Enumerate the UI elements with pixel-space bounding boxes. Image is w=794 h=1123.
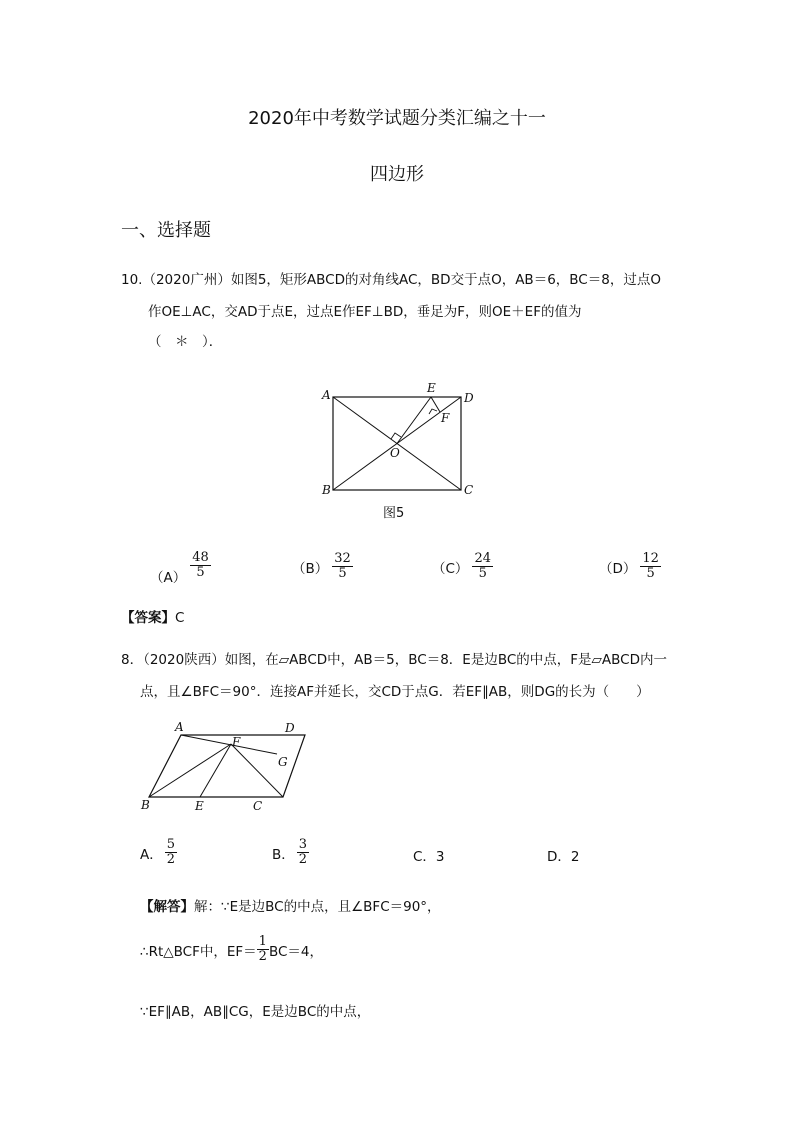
label-e: E xyxy=(427,381,436,395)
q2-solution-frac-den: 2 xyxy=(258,949,267,964)
q2-option-d: D．2 xyxy=(547,849,580,865)
q2-solution-tag: 【解答】 xyxy=(140,899,194,915)
q1-rectangle-figure xyxy=(310,378,485,498)
q1-answer xyxy=(121,606,184,626)
q1-figure-caption: 图5 xyxy=(383,506,405,521)
q1-option-a-num: 48 xyxy=(192,550,209,565)
label-c: C xyxy=(253,799,263,813)
q1-option-b-den: 5 xyxy=(338,566,347,581)
label-d: D xyxy=(464,391,474,405)
q2-line1: 8．（2020陕西）如图，在▱ABCD中，AB＝5，BC＝8．E是边BC的中点，F是▱ABCD内一 xyxy=(121,652,667,668)
q1-option-c xyxy=(432,552,493,581)
q2-parallelogram-figure xyxy=(135,715,320,820)
segment-oe xyxy=(397,397,431,444)
document-title: 2020年中考数学试题分类汇编之十一 xyxy=(248,108,546,129)
q1-option-b-label: （B） xyxy=(292,560,329,577)
segment-ef xyxy=(200,744,231,797)
q1-option-d-den: 5 xyxy=(646,566,655,581)
segment-ag xyxy=(181,735,277,754)
q1-option-a xyxy=(150,551,211,586)
q2-option-c: C．3 xyxy=(413,849,445,865)
label-f: F xyxy=(441,411,450,425)
label-g: G xyxy=(278,755,288,769)
q1-line3: （ ＊ ）． xyxy=(148,334,223,350)
q1-option-b-num: 32 xyxy=(334,551,351,566)
q1-option-a-den: 5 xyxy=(196,565,205,580)
label-f: F xyxy=(232,735,241,749)
label-a: A xyxy=(322,388,331,402)
section-title: 一、选择题 xyxy=(121,220,211,241)
label-d: D xyxy=(285,721,295,735)
q2-solution-frac-num: 1 xyxy=(258,934,267,949)
q2-solution-line1 xyxy=(140,895,441,915)
q1-line2: 作OE⊥AC，交AD于点E，过点E作EF⊥BD，垂足为F，则OE＋EF的值为 xyxy=(148,304,582,320)
q2-solution-text2-post: BC＝4， xyxy=(268,943,323,960)
q2-option-a xyxy=(140,838,177,867)
q2-solution-line3: ∵EF∥AB，AB∥CG，E是边BC的中点， xyxy=(140,1004,371,1020)
right-angle-f xyxy=(429,409,437,414)
q2-option-a-num: 5 xyxy=(166,837,176,852)
document-subtitle: 四边形 xyxy=(370,164,424,185)
q2-option-a-den: 2 xyxy=(166,852,176,867)
q1-option-a-label: （A） xyxy=(150,570,187,586)
q2-option-b xyxy=(272,838,309,867)
q1-line1: 10.（2020广州）如图5，矩形ABCD的对角线AC，BD交于点O，AB＝6，BC＝8，过点O xyxy=(121,272,661,288)
label-e: E xyxy=(195,799,204,813)
q2-solution-text2-pre: ∴Rt△BCF中，EF＝ xyxy=(140,943,257,960)
label-b: B xyxy=(322,483,331,497)
q2-option-b-num: 3 xyxy=(298,837,308,852)
label-o: O xyxy=(390,446,400,460)
q2-option-b-label: B． xyxy=(272,846,295,863)
label-a: A xyxy=(175,720,184,734)
q2-option-b-den: 2 xyxy=(298,852,308,867)
q1-option-b xyxy=(292,552,353,581)
right-angle-o xyxy=(391,433,401,439)
q1-answer-value: C xyxy=(175,610,185,626)
q1-option-c-num: 24 xyxy=(474,551,491,566)
segment-cf xyxy=(231,744,283,797)
segment-bf xyxy=(149,744,231,797)
q1-option-d xyxy=(599,552,661,581)
q1-option-c-den: 5 xyxy=(478,566,487,581)
label-b: B xyxy=(141,798,150,812)
q2-option-a-label: A． xyxy=(140,846,163,863)
label-c: C xyxy=(464,483,474,497)
q2-line2: 点，且∠BFC＝90°．连接AF并延长，交CD于点G．若EF∥AB，则DG的长为（ ） xyxy=(140,684,650,700)
q1-option-d-num: 12 xyxy=(642,551,659,566)
q2-solution-text1: 解：∵E是边BC的中点，且∠BFC＝90°， xyxy=(194,899,441,915)
q1-option-c-label: （C） xyxy=(432,560,469,577)
q2-solution-line2 xyxy=(140,935,323,964)
q1-answer-tag: 【答案】 xyxy=(121,610,175,626)
segment-ef xyxy=(431,397,440,412)
q1-option-d-label: （D） xyxy=(599,560,637,577)
